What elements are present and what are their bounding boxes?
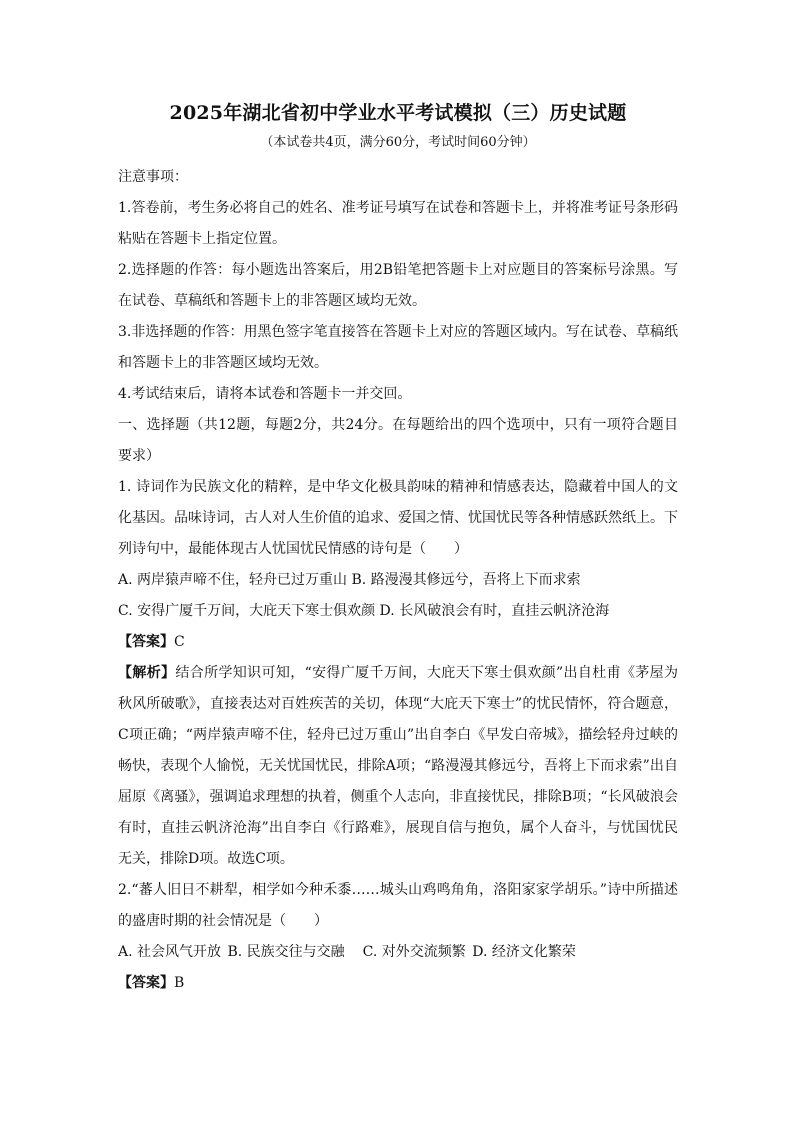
question-1-analysis (118, 658, 678, 875)
question-2-answer (118, 968, 678, 999)
answer-value: B (174, 975, 185, 991)
question-1-stem: 1. 诗词作为民族文化的精粹，是中华文化极具韵味的精神和情感表达，隐藏着中国人的文化基因。品味诗词，古人对人生价值的追求、爱国之情、忧国忧民等各种情感跃然纸上。下列诗句中，最能体现古人忧国忧民情感的诗句是（ ） (118, 479, 678, 557)
option-c: C. 对外交流频繁 (362, 944, 466, 960)
option-d: D. 经济文化繁荣 (472, 944, 576, 960)
question-1-answer (118, 627, 678, 658)
option-b: B. 民族交往与交融 (227, 944, 345, 960)
question-1-options-row-1: A. 两岸猿声啼不住，轻舟已过万重山 B. 路漫漫其修远兮，吾将上下而求索 (118, 572, 581, 588)
analysis-text: 结合所学知识可知，“安得广厦千万间，大庇天下寒士俱欢颜”出自杜甫《茅屋为秋风所破歌》，直接表达对百姓疾苦的关切，体现“大庇天下寒士”的忧民情怀，符合题意，C项正确；“两岸猿声啼不住，轻舟已过万重山”出自李白《早发白帝城》，描绘轻舟过峡的畅快，表现个人愉悦，无关忧国忧民，排除A项；“路漫漫其修远兮，吾将上下而求索”出自屈原《离骚》，强调追求理想的执着，侧重个人志向，非直接忧民，排除B项；“长风破浪会有时，直挂云帆济沧海”出自李白《行路难》，展现自信与抱负，属个人奋斗，与忧国忧民无关，排除D项。故选C项。 (118, 665, 679, 867)
section-heading: 一、选择题（共12题，每题2分，共24分。在每题给出的四个选项中，只有一项符合题目要求） (118, 417, 678, 464)
question-2-options (118, 937, 678, 968)
notice-item-3: 3.非选择题的作答：用黑色签字笔直接答在答题卡上对应的答题区域内。写在试卷、草稿纸和答题卡上的非答题区域均无效。 (118, 324, 678, 371)
answer-label: 【答案】 (118, 634, 174, 650)
notice-heading: 注意事项： (118, 169, 188, 185)
analysis-label: 【解析】 (118, 665, 176, 681)
notice-item-1: 1.答卷前，考生务必将自己的姓名、准考证号填写在试卷和答题卡上，并将准考证号条形码粘贴在答题卡上指定位置。 (118, 200, 678, 247)
exam-page (118, 100, 678, 999)
question-1-options-row-2: C. 安得广厦千万间，大庇天下寒士俱欢颜 D. 长风破浪会有时，直挂云帆济沧海 (118, 603, 610, 619)
answer-value: C (174, 634, 185, 650)
notice-item-2: 2.选择题的作答：每小题选出答案后，用2B铅笔把答题卡上对应题目的答案标号涂黑。写在试卷、草稿纸和答题卡上的非答题区域均无效。 (118, 262, 678, 309)
exam-title: 2025年湖北省初中学业水平考试模拟（三）历史试题 (169, 102, 627, 124)
exam-subtitle: （本试卷共4页，满分60分，考试时间60分钟） (260, 135, 536, 150)
notice-item-4: 4.考试结束后，请将本试卷和答题卡一并交回。 (118, 386, 412, 402)
option-a: A. 社会风气开放 (118, 944, 222, 960)
question-2-stem: 2.“蕃人旧日不耕犁，相学如今种禾黍……城头山鸡鸣角角，洛阳家家学胡乐。”诗中所描述的盛唐时期的社会情况是（ ） (118, 882, 678, 929)
answer-label: 【答案】 (118, 975, 174, 991)
